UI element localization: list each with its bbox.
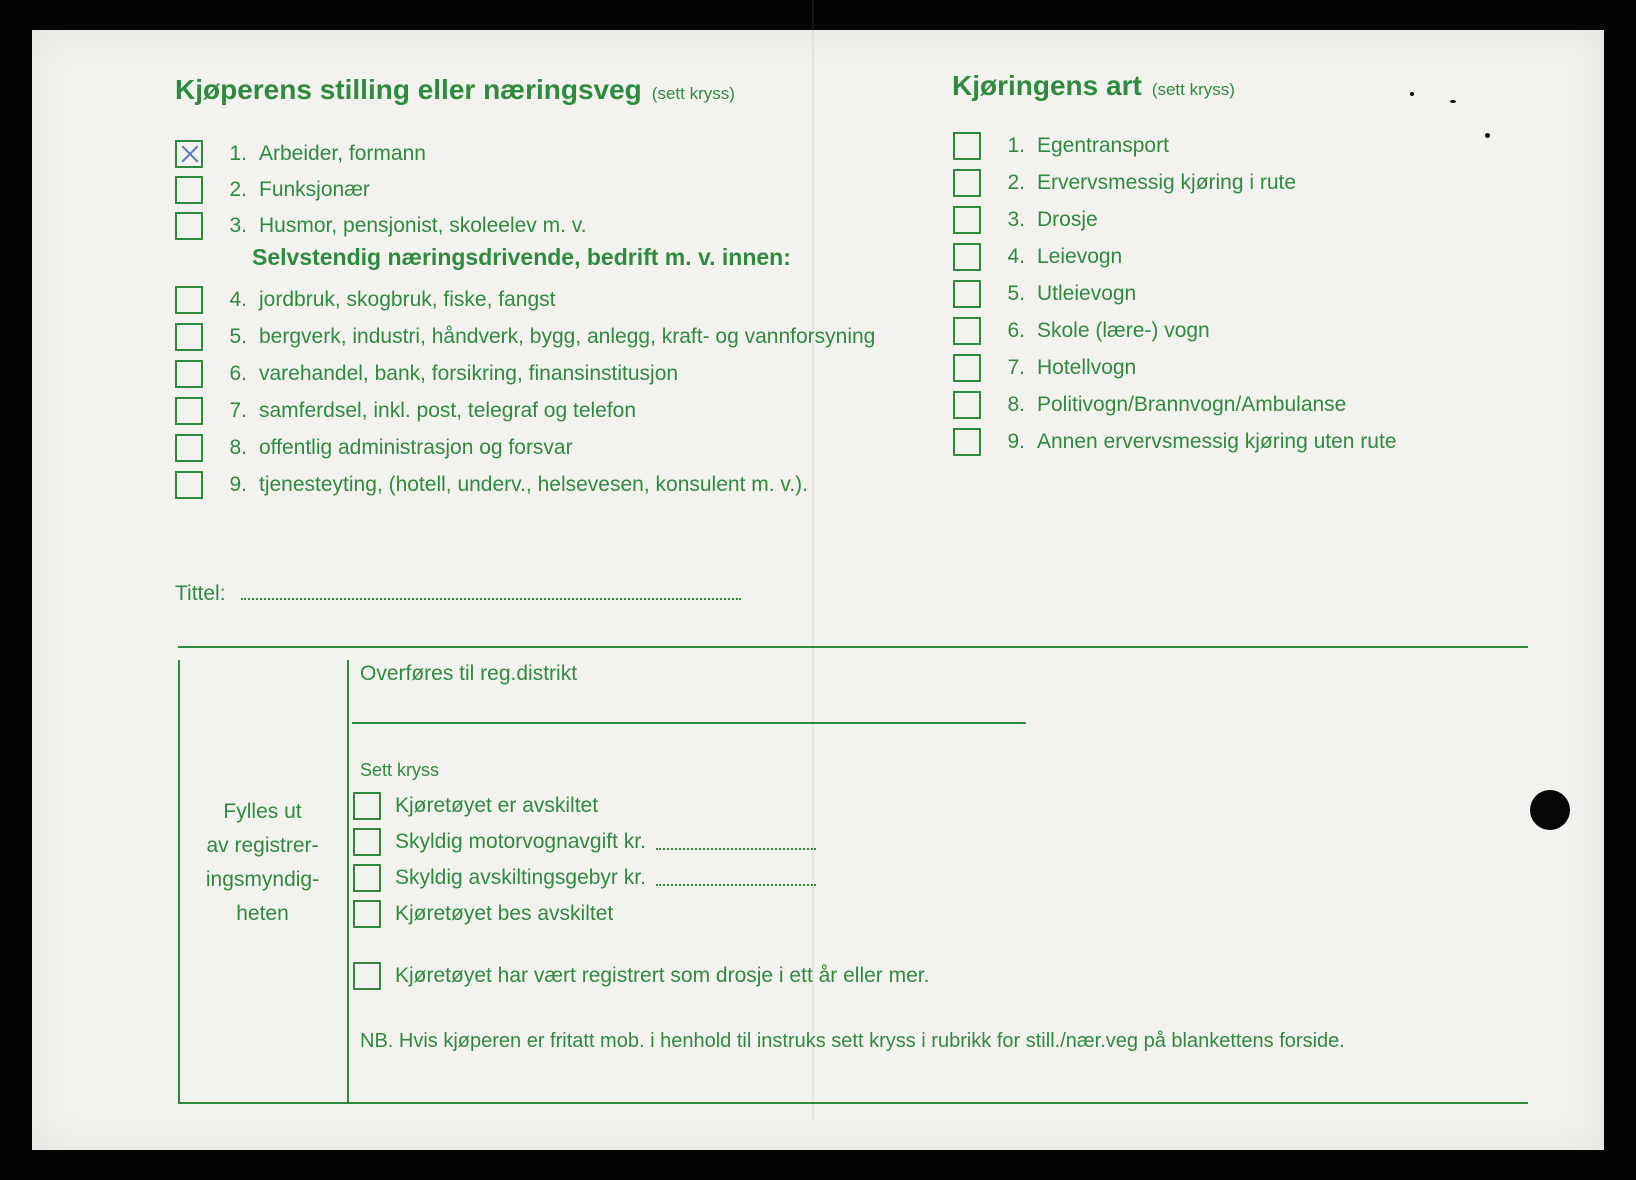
box-bottom-rule [178,1102,1528,1104]
option-number: 9. [1007,430,1025,453]
left-heading-note: (sett kryss) [651,84,735,103]
option-label: Leievogn [1037,245,1123,268]
option-label: Skyldig motorvognavgift kr. [395,830,646,853]
checkbox[interactable] [953,243,981,271]
ink-speck [1485,133,1490,138]
nb-note: NB. Hvis kjøperen er fritatt mob. i henhold til instruks sett kryss i rubrikk for still./nær.veg på blankettens forside. [360,1030,1345,1052]
title-dotted-line[interactable] [241,584,741,600]
left-heading [175,74,735,106]
option-number: 7. [1007,356,1025,379]
side-label-line: av registrer- [206,834,319,857]
mark-label: Sett kryss [360,760,440,780]
option-number: 5. [229,325,247,348]
checkbox[interactable] [175,286,203,314]
checkbox[interactable] [175,212,203,240]
option-number: 4. [229,288,247,311]
option-number: 2. [1007,171,1025,194]
option-number: 7. [229,399,247,422]
checkbox[interactable] [353,962,381,990]
checkbox[interactable] [953,391,981,419]
option-label: Kjøretøyet er avskiltet [395,794,599,817]
driving-type-option-4[interactable] [953,243,1122,271]
option-label: samferdsel, inkl. post, telegraf og telefon [259,399,637,422]
checkbox[interactable] [953,354,981,382]
transfer-label: Overføres til reg.distrikt [360,662,578,685]
option-label: Utleievogn [1037,282,1137,305]
checkbox[interactable] [175,397,203,425]
driving-type-option-2[interactable] [953,169,1296,197]
option-label: tjenesteyting, (hotell, underv., helsevesen, konsulent m. v.). [259,473,809,496]
option-label: Politivogn/Brannvogn/Ambulanse [1037,393,1347,416]
checkbox[interactable] [353,900,381,928]
option-label: Ervervsmessig kjøring i rute [1037,171,1297,194]
option-number: 2. [229,178,247,201]
option-number: 6. [229,362,247,385]
checkbox[interactable] [353,828,381,856]
amount-dotted-line[interactable] [656,834,816,850]
checkbox[interactable] [175,323,203,351]
checkbox[interactable] [953,317,981,345]
occupation-option-5[interactable] [175,323,875,351]
driving-type-option-7[interactable] [953,354,1136,382]
checkbox[interactable] [353,792,381,820]
option-label: varehandel, bank, forsikring, finansinstitusjon [259,362,679,385]
option-label: Annen ervervsmessig kjøring uten rute [1037,430,1397,453]
box-top-rule [178,646,1528,648]
fold-crease [812,0,814,1120]
option-label: Skyldig avskiltingsgebyr kr. [395,866,646,889]
checkbox[interactable] [175,471,203,499]
checkbox[interactable] [953,280,981,308]
occupation-option-2[interactable] [175,176,370,204]
checkbox[interactable] [953,206,981,234]
option-label: offentlig administrasjon og forsvar [259,436,573,459]
authority-option-deregister-request[interactable] [353,900,613,928]
checkbox[interactable] [953,132,981,160]
right-heading-note: (sett kryss) [1151,80,1235,99]
authority-option-motor-tax[interactable] [353,828,816,856]
option-number: 3. [229,214,247,237]
occupation-option-3[interactable] [175,212,587,240]
checkbox[interactable] [175,176,203,204]
driving-type-option-3[interactable] [953,206,1098,234]
option-number: 1. [1007,134,1025,157]
option-number: 8. [229,436,247,459]
ink-speck [1410,92,1414,96]
checkbox[interactable] [953,428,981,456]
option-number: 4. [1007,245,1025,268]
option-number: 3. [1007,208,1025,231]
option-label: jordbruk, skogbruk, fiske, fangst [259,288,556,311]
occupation-option-8[interactable] [175,434,573,462]
amount-dotted-line[interactable] [656,870,816,886]
driving-type-option-8[interactable] [953,391,1346,419]
option-number: 6. [1007,319,1025,342]
side-label-line: Fylles ut [223,800,302,823]
option-label: Hotellvogn [1037,356,1137,379]
authority-option-plate-fee[interactable] [353,864,816,892]
left-heading-text: Kjøperens stilling eller næringsveg [175,74,642,105]
title-field[interactable] [175,582,741,606]
option-label: bergverk, industri, håndverk, bygg, anlegg, kraft- og vannforsyning [259,325,876,348]
option-number: 1. [229,142,247,165]
authority-side-label [180,795,345,931]
self-employed-subheading: Selvstendig næringsdrivende, bedrift m. v. innen: [252,244,791,270]
occupation-option-7[interactable] [175,397,636,425]
option-label: Egentransport [1037,134,1169,157]
authority-option-taxi[interactable] [353,962,929,990]
side-label-line: heten [236,902,289,925]
option-label: Skole (lære-) vogn [1037,319,1210,342]
driving-type-option-5[interactable] [953,280,1136,308]
driving-type-option-1[interactable] [953,132,1169,160]
transfer-input-line[interactable] [352,722,1026,724]
right-heading [952,70,1235,102]
checkbox[interactable] [353,864,381,892]
option-label: Kjøretøyet bes avskiltet [395,902,614,925]
occupation-option-6[interactable] [175,360,678,388]
box-divider-rule [347,660,349,1103]
right-heading-text: Kjøringens art [952,70,1142,101]
option-number: 9. [229,473,247,496]
option-label: Drosje [1037,208,1098,231]
driving-type-option-6[interactable] [953,317,1210,345]
ink-speck [1450,100,1456,103]
option-label: Husmor, pensjonist, skoleelev m. v. [259,214,587,237]
checkbox[interactable] [953,169,981,197]
option-number: 5. [1007,282,1025,305]
checkbox[interactable] [175,360,203,388]
option-label: Funksjonær [259,178,370,201]
side-label-line: ingsmyndig- [205,868,320,891]
checkbox-checked[interactable] [175,140,203,168]
checkbox[interactable] [175,434,203,462]
option-label: Kjøretøyet har vært registrert som drosje i ett år eller mer. [395,964,930,987]
punch-hole [1530,790,1570,830]
authority-option-deregistered[interactable] [353,792,598,820]
occupation-option-9[interactable] [175,471,808,499]
option-number: 8. [1007,393,1025,416]
title-label: Tittel: [175,582,226,605]
occupation-option-4[interactable] [175,286,555,314]
occupation-option-1[interactable] [175,140,426,168]
driving-type-option-9[interactable] [953,428,1397,456]
option-label: Arbeider, formann [259,142,426,165]
